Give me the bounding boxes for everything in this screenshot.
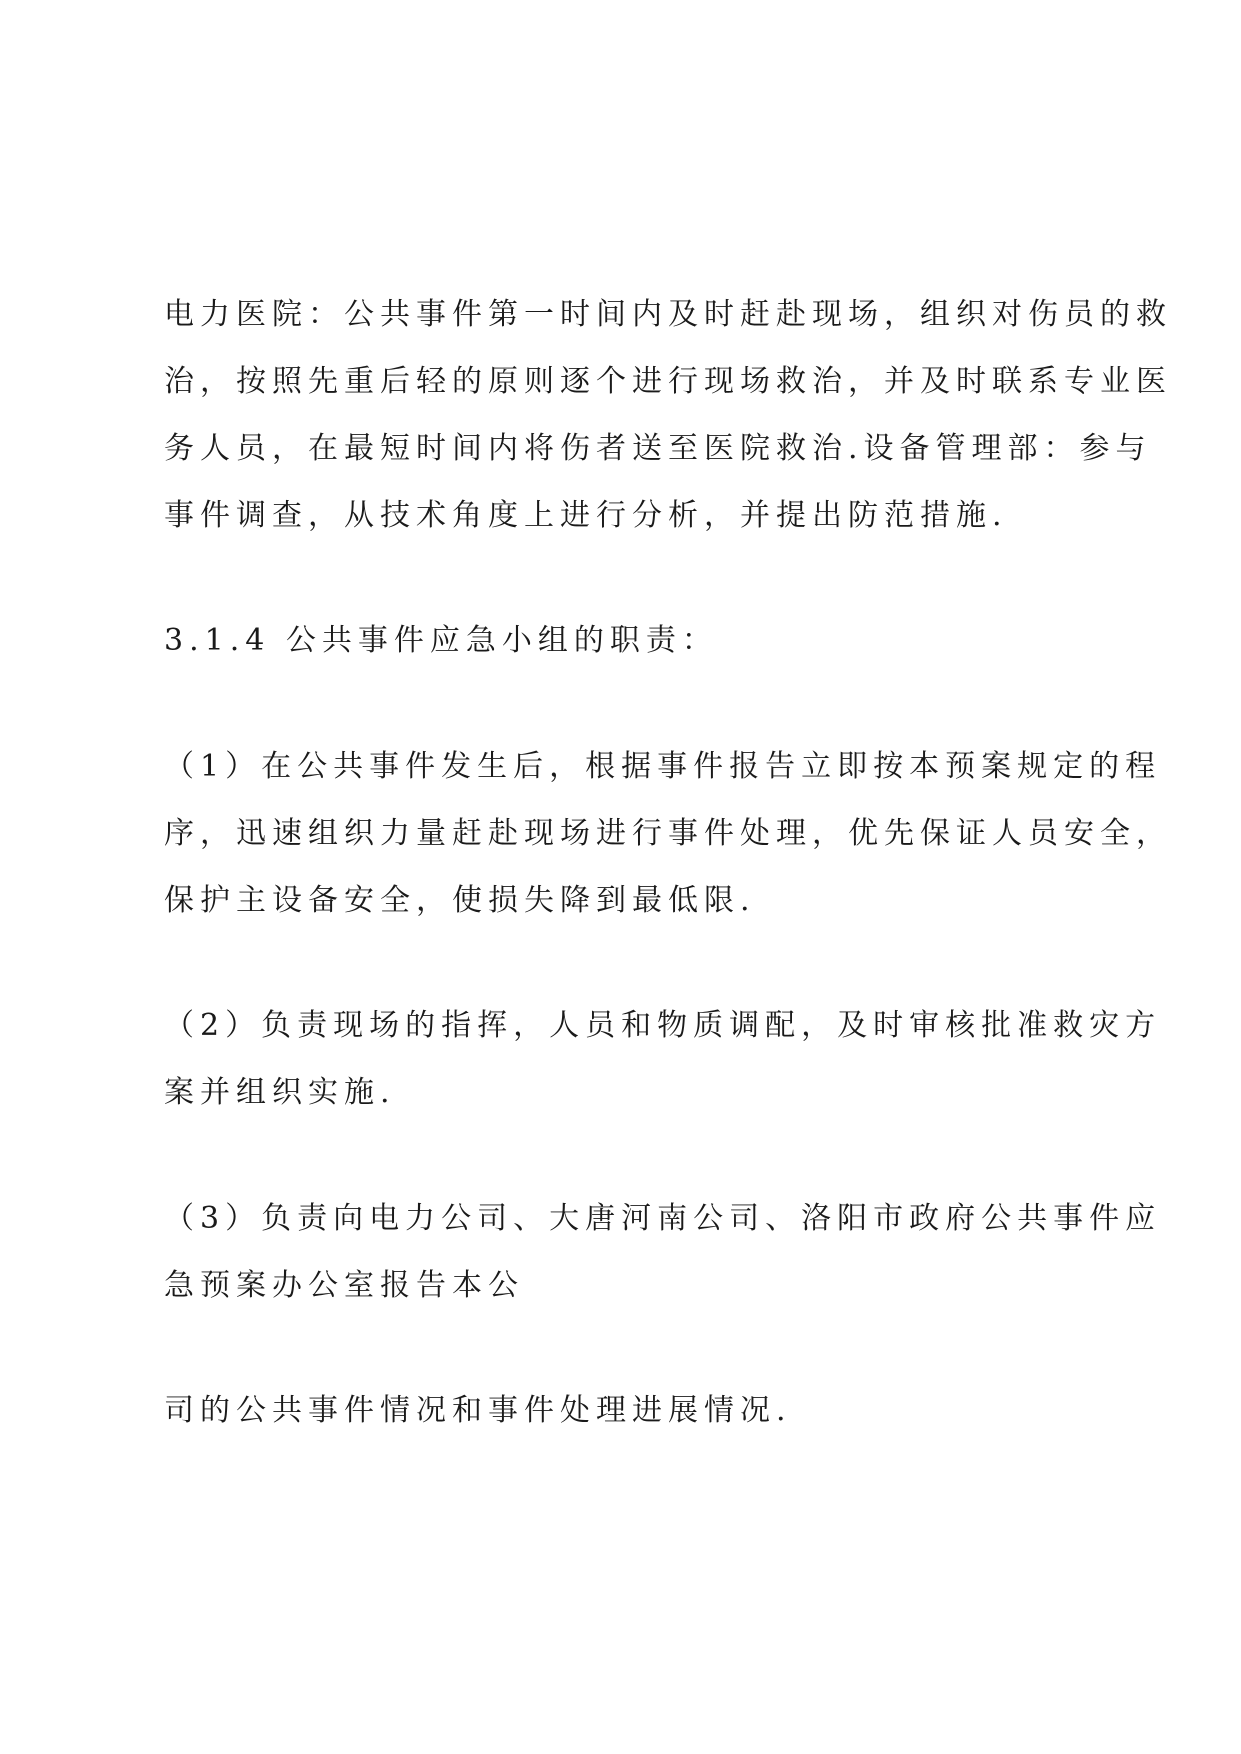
paragraph-line-4: 事件调查，从技术角度上进行分析，并提出防范措施.: [164, 498, 1008, 533]
item-3-continuation: 司的公共事件情况和事件处理进展情况.: [164, 1393, 792, 1428]
item-2-line-2: 案并组织实施.: [164, 1075, 396, 1110]
item-1-line-1: （1）在公共事件发生后，根据事件报告立即按本预案规定的程: [164, 749, 1162, 784]
item-1-line-2: 序，迅速组织力量赶赴现场进行事件处理，优先保证人员安全，: [164, 816, 1172, 851]
paragraph-line-1: 电力医院：公共事件第一时间内及时赶赴现场，组织对伤员的救: [164, 297, 1172, 332]
item-2-line-1: （2）负责现场的指挥，人员和物质调配，及时审核批准救灾方: [164, 1008, 1162, 1043]
paragraph-line-3: 务人员，在最短时间内将伤者送至医院救治.设备管理部：参与: [164, 431, 1152, 466]
paragraph-line-2: 治，按照先重后轻的原则逐个进行现场救治，并及时联系专业医: [164, 364, 1172, 399]
item-1-line-3: 保护主设备安全，使损失降到最低限.: [164, 883, 756, 918]
section-heading: 3.1.4 公共事件应急小组的职责：: [164, 623, 718, 658]
item-3-line-2: 急预案办公室报告本公: [164, 1268, 524, 1303]
item-3-line-1: （3）负责向电力公司、大唐河南公司、洛阳市政府公共事件应: [164, 1201, 1162, 1236]
